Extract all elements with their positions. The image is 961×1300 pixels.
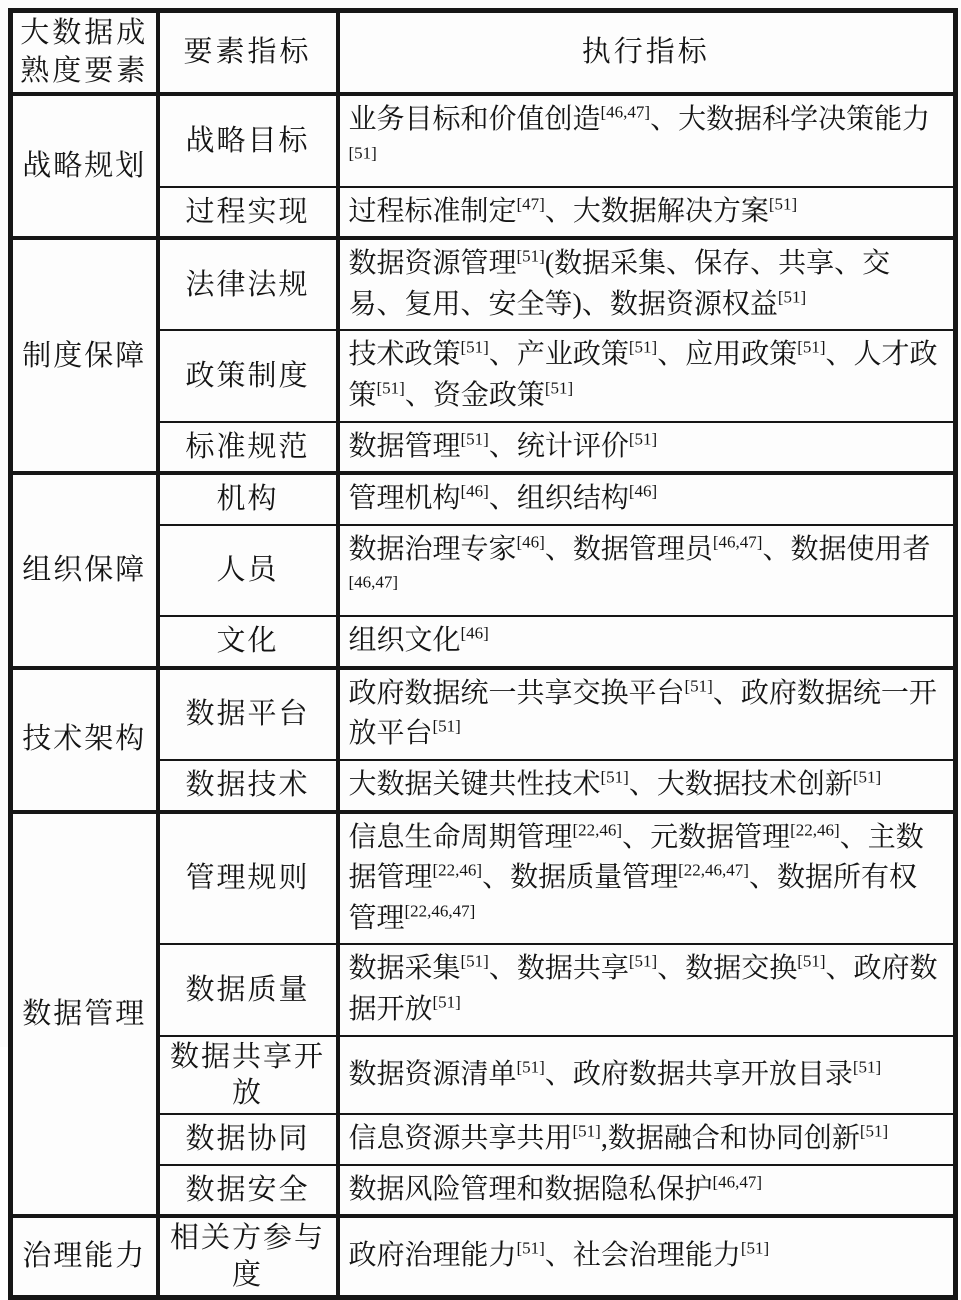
indicator-cell: 战略目标 (158, 94, 338, 186)
indicator-cell: 管理规则 (158, 812, 338, 945)
element-cell: 技术架构 (11, 668, 158, 812)
indicator-cell: 过程实现 (158, 187, 338, 239)
execution-cell: 数据风险管理和数据隐私保护[46,47] (338, 1165, 956, 1217)
execution-cell: 组织文化[46] (338, 616, 956, 668)
indicator-cell: 人员 (158, 525, 338, 616)
execution-cell: 数据治理专家[46]、数据管理员[46,47]、数据使用者[46,47] (338, 525, 956, 616)
table-row (11, 94, 956, 186)
indicator-cell: 文化 (158, 616, 338, 668)
header-execution: 执行指标 (338, 11, 956, 95)
execution-cell: 大数据关键共性技术[51]、大数据技术创新[51] (338, 760, 956, 812)
header-element: 大数据成熟度要素 (11, 11, 158, 95)
indicator-cell: 数据安全 (158, 1165, 338, 1217)
indicator-cell: 机构 (158, 473, 338, 525)
indicator-cell: 数据质量 (158, 944, 338, 1035)
element-cell: 战略规划 (11, 94, 158, 238)
element-cell: 制度保障 (11, 238, 158, 473)
indicator-cell: 法律法规 (158, 238, 338, 330)
table-row (11, 238, 956, 330)
execution-cell: 信息生命周期管理[22,46]、元数据管理[22,46]、主数据管理[22,46]、数据质量管理[22,46,47]、数据所有权管理[22,46,47] (338, 812, 956, 945)
execution-cell: 政府数据统一共享交换平台[51]、政府数据统一开放平台[51] (338, 668, 956, 760)
element-cell: 数据管理 (11, 812, 158, 1217)
element-cell: 组织保障 (11, 473, 158, 667)
execution-cell: 数据管理[51]、统计评价[51] (338, 422, 956, 474)
indicator-cell: 数据平台 (158, 668, 338, 760)
table-row (11, 473, 956, 525)
indicator-cell: 政策制度 (158, 330, 338, 421)
execution-cell: 信息资源共享共用[51],数据融合和协同创新[51] (338, 1114, 956, 1165)
table-row (11, 668, 956, 760)
indicator-cell: 标准规范 (158, 422, 338, 474)
execution-cell: 业务目标和价值创造[46,47]、大数据科学决策能力[51] (338, 94, 956, 186)
maturity-table (8, 8, 958, 1300)
execution-cell: 政府治理能力[51]、社会治理能力[51] (338, 1216, 956, 1297)
indicator-cell: 数据共享开放 (158, 1036, 338, 1115)
execution-cell: 数据资源清单[51]、政府数据共享开放目录[51] (338, 1036, 956, 1115)
indicator-cell: 数据技术 (158, 760, 338, 812)
header-indicator: 要素指标 (158, 11, 338, 95)
indicator-cell: 数据协同 (158, 1114, 338, 1165)
execution-cell: 技术政策[51]、产业政策[51]、应用政策[51]、人才政策[51]、资金政策[51] (338, 330, 956, 421)
element-cell: 治理能力 (11, 1216, 158, 1297)
table-row (11, 1216, 956, 1297)
execution-cell: 数据资源管理[51](数据采集、保存、共享、交易、复用、安全等)、数据资源权益[51] (338, 238, 956, 330)
execution-cell: 数据采集[51]、数据共享[51]、数据交换[51]、政府数据开放[51] (338, 944, 956, 1035)
execution-cell: 过程标准制定[47]、大数据解决方案[51] (338, 187, 956, 239)
execution-cell: 管理机构[46]、组织结构[46] (338, 473, 956, 525)
header-row (11, 11, 956, 95)
table-row (11, 812, 956, 945)
indicator-cell: 相关方参与度 (158, 1216, 338, 1297)
